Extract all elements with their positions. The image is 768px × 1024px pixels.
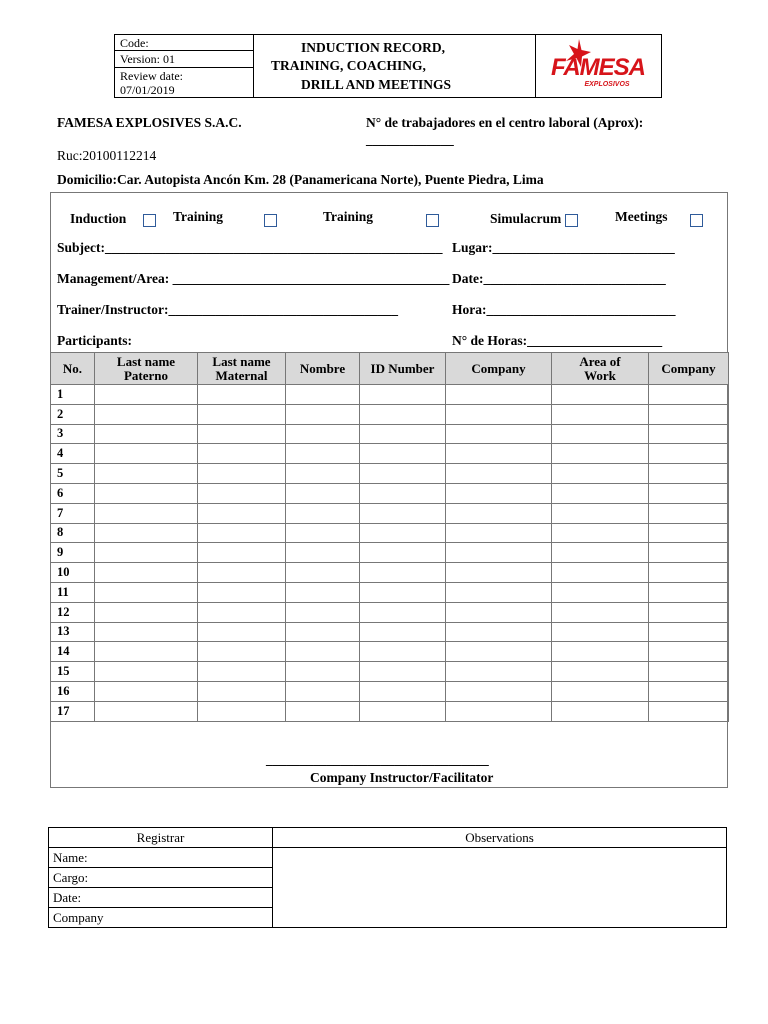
table-cell[interactable] — [286, 444, 360, 464]
col-header-last-name-maternal: Last name Maternal — [198, 353, 286, 385]
table-cell[interactable] — [446, 662, 552, 682]
horas-field[interactable]: N° de Horas:____________________ — [452, 333, 663, 348]
table-cell[interactable] — [95, 483, 198, 503]
management-area-field[interactable]: Management/Area: _________________________________________ — [57, 271, 450, 286]
table-cell[interactable] — [649, 622, 729, 642]
table-cell[interactable] — [552, 642, 649, 662]
date-field[interactable]: Date:___________________________ — [452, 271, 666, 286]
table-cell[interactable] — [198, 444, 286, 464]
svg-text:FAMESA: FAMESA — [550, 54, 646, 81]
table-cell[interactable] — [360, 404, 446, 424]
table-cell[interactable] — [95, 662, 198, 682]
simulacrum-checkbox[interactable] — [565, 214, 578, 227]
table-cell[interactable] — [95, 681, 198, 701]
table-cell[interactable] — [286, 701, 360, 721]
table-row — [51, 582, 729, 602]
table-row — [51, 404, 729, 424]
col-header-id-number: ID Number — [360, 353, 446, 385]
row-number: 9 — [51, 543, 95, 563]
table-cell[interactable] — [446, 385, 552, 405]
registrar-table — [48, 827, 727, 928]
table-row — [51, 523, 729, 543]
company-address: Domicilio:Car. Autopista Ancón Km. 28 (Panamericana Norte), Puente Piedra, Lima — [57, 172, 544, 187]
table-row — [51, 543, 729, 563]
table-cell[interactable] — [360, 543, 446, 563]
observations-field[interactable] — [273, 848, 727, 928]
table-row — [51, 602, 729, 622]
row-number: 11 — [51, 582, 95, 602]
row-number: 4 — [51, 444, 95, 464]
table-cell[interactable] — [286, 543, 360, 563]
table-cell[interactable] — [446, 543, 552, 563]
col-header-company: Company — [446, 353, 552, 385]
table-cell[interactable] — [649, 602, 729, 622]
table-cell[interactable] — [360, 385, 446, 405]
trainer-field[interactable]: Trainer/Instructor:__________________________________ — [57, 302, 398, 317]
table-cell[interactable] — [95, 642, 198, 662]
table-cell[interactable] — [95, 582, 198, 602]
table-cell[interactable] — [360, 622, 446, 642]
table-cell[interactable] — [446, 563, 552, 583]
table-cell[interactable] — [360, 642, 446, 662]
table-cell[interactable] — [552, 483, 649, 503]
table-cell[interactable] — [649, 662, 729, 682]
table-cell[interactable] — [198, 464, 286, 484]
table-row — [51, 642, 729, 662]
registrar-name-field[interactable]: Name: — [49, 848, 273, 868]
table-cell[interactable] — [649, 642, 729, 662]
table-cell[interactable] — [95, 444, 198, 464]
table-cell[interactable] — [649, 523, 729, 543]
table-cell[interactable] — [552, 404, 649, 424]
table-cell[interactable] — [360, 444, 446, 464]
table-cell[interactable] — [198, 523, 286, 543]
famesa-logo — [535, 35, 661, 97]
table-cell[interactable] — [95, 602, 198, 622]
col-header-no: No. — [51, 353, 95, 385]
table-cell[interactable] — [649, 681, 729, 701]
table-cell[interactable] — [286, 483, 360, 503]
training-checkbox[interactable] — [264, 214, 277, 227]
document-title — [253, 35, 536, 97]
table-cell[interactable] — [552, 662, 649, 682]
table-cell[interactable] — [360, 503, 446, 523]
table-cell[interactable] — [360, 483, 446, 503]
table-cell[interactable] — [95, 701, 198, 721]
registrar-date-field[interactable]: Date: — [49, 888, 273, 908]
table-cell[interactable] — [649, 464, 729, 484]
registrar-company-field[interactable]: Company — [49, 908, 273, 928]
table-cell[interactable] — [286, 464, 360, 484]
table-row — [51, 444, 729, 464]
table-cell[interactable] — [360, 662, 446, 682]
row-number: 1 — [51, 385, 95, 405]
table-cell[interactable] — [552, 582, 649, 602]
table-cell[interactable] — [198, 483, 286, 503]
table-cell[interactable] — [95, 543, 198, 563]
table-cell[interactable] — [286, 642, 360, 662]
col-header-area-of-work: Area of Work — [552, 353, 649, 385]
table-cell[interactable] — [286, 662, 360, 682]
table-cell[interactable] — [552, 602, 649, 622]
type-training-label: Training — [173, 209, 224, 224]
table-cell[interactable] — [360, 701, 446, 721]
table-cell[interactable] — [360, 563, 446, 583]
title-line-2: TRAINING, COACHING, — [271, 58, 426, 73]
table-cell[interactable] — [286, 563, 360, 583]
table-cell[interactable] — [198, 662, 286, 682]
table-cell[interactable] — [286, 681, 360, 701]
row-number: 13 — [51, 622, 95, 642]
table-cell[interactable] — [198, 701, 286, 721]
table-cell[interactable] — [360, 602, 446, 622]
table-cell[interactable] — [649, 424, 729, 444]
table-cell[interactable] — [198, 503, 286, 523]
table-cell[interactable] — [198, 563, 286, 583]
table-cell[interactable] — [95, 622, 198, 642]
row-number: 6 — [51, 483, 95, 503]
table-cell[interactable] — [649, 444, 729, 464]
table-cell[interactable] — [198, 642, 286, 662]
table-cell[interactable] — [95, 424, 198, 444]
table-cell[interactable] — [286, 385, 360, 405]
table-cell[interactable] — [446, 582, 552, 602]
table-cell[interactable] — [360, 424, 446, 444]
review-date-value: 07/01/2019 — [120, 83, 175, 97]
table-cell[interactable] — [198, 582, 286, 602]
table-cell[interactable] — [552, 444, 649, 464]
observations-header: Observations — [273, 828, 727, 848]
table-cell[interactable] — [95, 464, 198, 484]
table-cell[interactable] — [446, 701, 552, 721]
table-row — [51, 681, 729, 701]
table-row — [51, 701, 729, 721]
row-number: 12 — [51, 602, 95, 622]
table-cell[interactable] — [198, 404, 286, 424]
table-cell[interactable] — [552, 385, 649, 405]
title-line-1: INDUCTION RECORD, — [301, 40, 446, 55]
type-simulacrum-label: Simulacrum — [490, 211, 562, 226]
table-cell[interactable] — [95, 385, 198, 405]
col-header-nombre: Nombre — [286, 353, 360, 385]
table-row — [51, 385, 729, 405]
table-cell[interactable] — [446, 681, 552, 701]
subject-field[interactable]: Subject:__________________________________________________ — [57, 240, 443, 255]
table-cell[interactable] — [286, 622, 360, 642]
row-number: 10 — [51, 563, 95, 583]
table-header-row — [51, 353, 729, 385]
registrar-cargo-field[interactable]: Cargo: — [49, 868, 273, 888]
type-induction-label: Induction — [70, 211, 127, 226]
table-cell[interactable] — [552, 543, 649, 563]
table-row — [51, 503, 729, 523]
document-meta — [115, 35, 254, 97]
svg-text:EXPLOSIVOS: EXPLOSIVOS — [584, 81, 630, 88]
table-cell[interactable] — [360, 464, 446, 484]
participants-table — [50, 352, 729, 722]
table-cell[interactable] — [286, 404, 360, 424]
table-cell[interactable] — [286, 582, 360, 602]
table-cell[interactable] — [286, 503, 360, 523]
row-number: 16 — [51, 681, 95, 701]
col-header-company-2: Company — [649, 353, 729, 385]
table-cell[interactable] — [198, 543, 286, 563]
table-cell[interactable] — [286, 523, 360, 543]
table-cell[interactable] — [360, 523, 446, 543]
table-cell[interactable] — [649, 701, 729, 721]
row-number: 17 — [51, 701, 95, 721]
table-cell[interactable] — [286, 602, 360, 622]
registrar-header: Registrar — [49, 828, 273, 848]
table-cell[interactable] — [552, 563, 649, 583]
table-cell[interactable] — [552, 464, 649, 484]
table-cell[interactable] — [286, 424, 360, 444]
row-number: 5 — [51, 464, 95, 484]
table-cell[interactable] — [198, 602, 286, 622]
hora-field[interactable]: Hora:____________________________ — [452, 302, 676, 317]
row-number: 2 — [51, 404, 95, 424]
code-label: Code: — [115, 35, 253, 51]
table-row — [51, 662, 729, 682]
table-row — [51, 563, 729, 583]
signature-label: Company Instructor/Facilitator — [310, 770, 494, 785]
table-cell[interactable] — [552, 424, 649, 444]
table-cell[interactable] — [446, 602, 552, 622]
type-meetings-label: Meetings — [615, 209, 668, 224]
table-cell[interactable] — [198, 622, 286, 642]
participants-label: Participants: — [57, 333, 132, 348]
table-cell[interactable] — [446, 404, 552, 424]
table-cell[interactable] — [198, 681, 286, 701]
table-cell[interactable] — [552, 701, 649, 721]
col-header-last-name-paterno: Last name Paterno — [95, 353, 198, 385]
table-cell[interactable] — [552, 681, 649, 701]
table-cell[interactable] — [360, 582, 446, 602]
workers-count-label: N° de trabajadores en el centro laboral (Aprox): — [366, 115, 644, 130]
table-cell[interactable] — [198, 385, 286, 405]
row-number: 3 — [51, 424, 95, 444]
workers-count-blank[interactable]: _____________ — [366, 132, 454, 147]
review-date-label: Review date: — [120, 69, 183, 83]
table-row — [51, 464, 729, 484]
table-cell[interactable] — [95, 503, 198, 523]
table-cell[interactable] — [95, 523, 198, 543]
type-training-label-2: Training — [323, 209, 374, 224]
table-cell[interactable] — [552, 523, 649, 543]
table-cell[interactable] — [446, 464, 552, 484]
table-cell[interactable] — [198, 424, 286, 444]
signature-line[interactable]: _________________________________ — [266, 752, 489, 767]
company-name: FAMESA EXPLOSIVES S.A.C. — [57, 115, 242, 130]
table-cell[interactable] — [649, 483, 729, 503]
table-cell[interactable] — [649, 582, 729, 602]
meetings-checkbox[interactable] — [690, 214, 703, 227]
table-cell[interactable] — [552, 503, 649, 523]
document-header — [114, 34, 662, 98]
table-cell[interactable] — [649, 385, 729, 405]
table-cell[interactable] — [446, 444, 552, 464]
table-cell[interactable] — [446, 503, 552, 523]
row-number: 15 — [51, 662, 95, 682]
table-cell[interactable] — [360, 681, 446, 701]
table-cell[interactable] — [649, 404, 729, 424]
company-ruc: Ruc:20100112214 — [57, 148, 157, 163]
lugar-field[interactable]: Lugar:___________________________ — [452, 240, 675, 255]
table-cell[interactable] — [95, 563, 198, 583]
table-row — [51, 424, 729, 444]
table-row — [51, 622, 729, 642]
table-cell[interactable] — [446, 483, 552, 503]
table-cell[interactable] — [552, 622, 649, 642]
table-row — [51, 483, 729, 503]
title-line-3: DRILL AND MEETINGS — [301, 77, 452, 92]
row-number: 8 — [51, 523, 95, 543]
table-cell[interactable] — [446, 642, 552, 662]
induction-checkbox[interactable] — [143, 214, 156, 227]
table-cell[interactable] — [649, 563, 729, 583]
row-number: 7 — [51, 503, 95, 523]
table-cell[interactable] — [446, 523, 552, 543]
version-label: Version: 01 — [115, 51, 253, 68]
table-cell[interactable] — [446, 424, 552, 444]
table-cell[interactable] — [446, 622, 552, 642]
row-number: 14 — [51, 642, 95, 662]
training-checkbox-2[interactable] — [426, 214, 439, 227]
table-cell[interactable] — [649, 543, 729, 563]
table-cell[interactable] — [649, 503, 729, 523]
table-cell[interactable] — [95, 404, 198, 424]
